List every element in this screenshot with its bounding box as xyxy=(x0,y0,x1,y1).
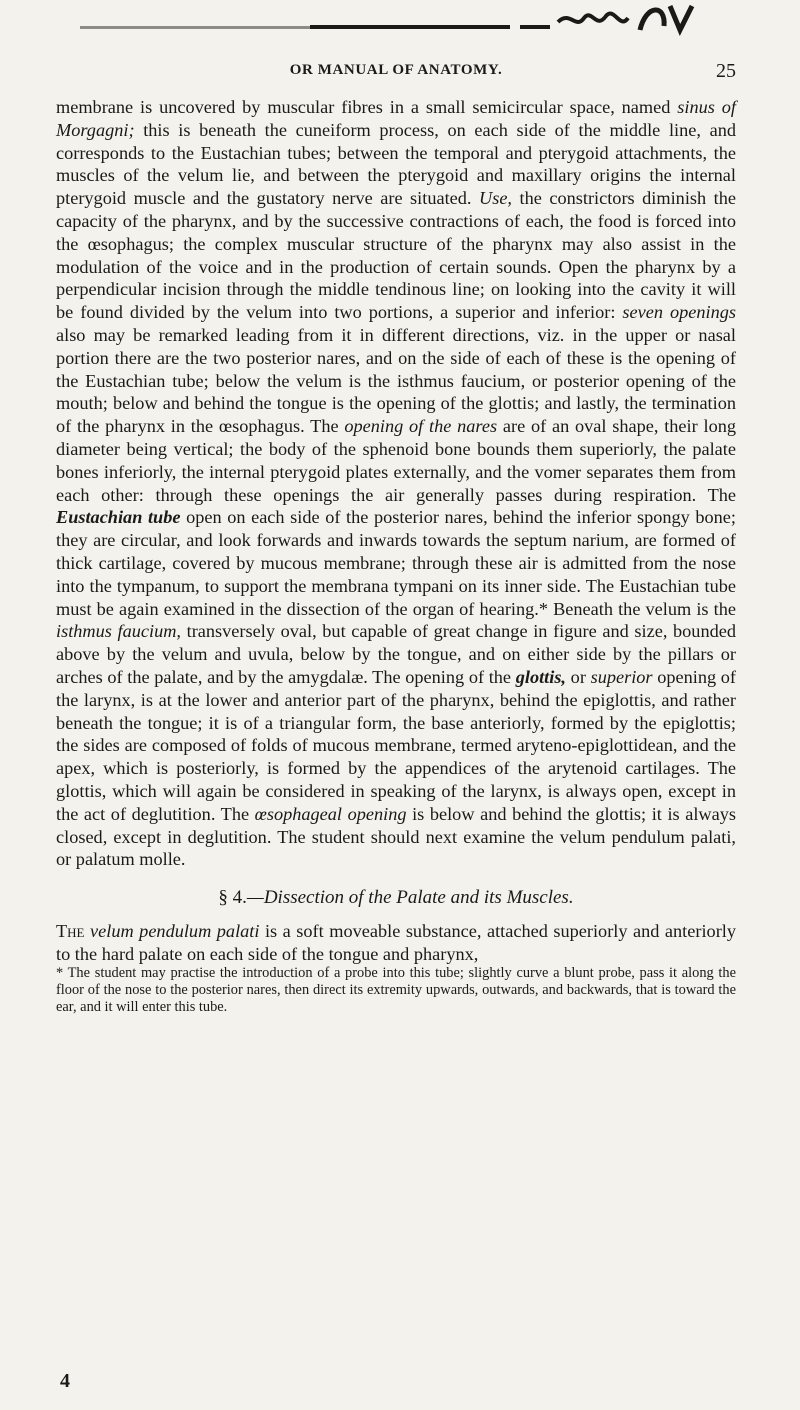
running-head: OR MANUAL OF ANATOMY. xyxy=(289,62,503,78)
body-text xyxy=(56,96,736,1016)
section-heading: § 4.—Dissection of the Palate and its Muscles. xyxy=(218,887,574,909)
paragraph-palate: The velum pendulum palati is a soft moveable substance, attached superiorly and anteriorly to the hard palate on each side of the tongue and pharynx, xyxy=(56,920,736,964)
paragraph-continued: membrane is uncovered by muscular fibres in a small semicircular space, named sinus of Morgagni; this is beneath the cuneiform process, on each side of the middle line, and corresponds to the Eustachian tubes; between the temporal and pterygoid attachments, the muscles of the velum lie, and between the pterygoid and maxillary origins the internal pterygoid muscle and the gustatory nerve are situated. Use, the constrictors diminish the capacity of the pharynx, and by the successive contractions of each, the food is forced into the œsophagus; the complex muscular structure of the pharynx may also assist in the modulation of the voice and in the production of certain sounds. Open the pharynx by a perpendicular incision through the middle tendinous line; on looking into the cavity it will be found divided by the velum into two portions, a superior and inferior: seven openings also may be remarked leading from it in different directions, viz. in the upper or nasal portion there are the two posterior nares, and on the side of each of these is the opening of the Eustachian tube; below the velum is the isthmus faucium, or posterior opening of the mouth; below and behind the tongue is the opening of the glottis; and lastly, the termination of the pharynx in the œsophagus. The opening of the nares are of an oval shape, their long diameter being vertical; the body of the sphenoid bone bounds them superiorly, the palate bones inferiorly, the internal pterygoid plates externally, and the vomer separates them from each other: through these openings the air generally passes during respiration. The Eustachian tube open on each side of the posterior nares, behind the inferior spongy bone; they are circular, and look forwards and inwards towards the septum narium, are formed of thick cartilage, covered by mucous membrane; through these air is admitted from the nose into the tympanum, to support the membrana tympani on its inner side. The Eustachian tube must be again examined in the dissection of the organ of hearing.* Beneath the velum is the isthmus faucium, transversely oval, but capable of great change in figure and size, bounded above by the velum and uvula, below by the tongue, and on either side by the pillars or arches of the palate, and by the amygdalæ. The opening of the glottis, or superior opening of the larynx, is at the lower and anterior part of the pharynx, behind the epiglottis, and rather beneath the tongue; it is of a triangular form, the base anteriorly, formed by the epiglottis; the sides are composed of folds of mucous membrane, termed aryteno-epiglottidean, and the apex, which is posteriorly, is formed by the appendices of the arytenoid cartilages. The glottis, which will again be considered in speaking of the larynx, is always open, except in the act of deglutition. The œsophageal opening is below and behind the glottis; it is always closed, except in deglutition. The student should next examine the velum pendulum palati, or palatum molle. xyxy=(56,97,737,870)
footnote: * The student may practise the introduction of a probe into this tube; slightly curve a blunt probe, pass it along the floor of the nose to the posterior nares, then direct its extremity upwards, outwards, and backwards, that is toward the ear, and it will enter this tube. xyxy=(56,965,736,1016)
page-header xyxy=(56,62,736,88)
signature-mark: 4 xyxy=(60,1370,70,1392)
handwritten-ink-marks xyxy=(80,0,720,40)
page-number: 25 xyxy=(716,60,736,82)
